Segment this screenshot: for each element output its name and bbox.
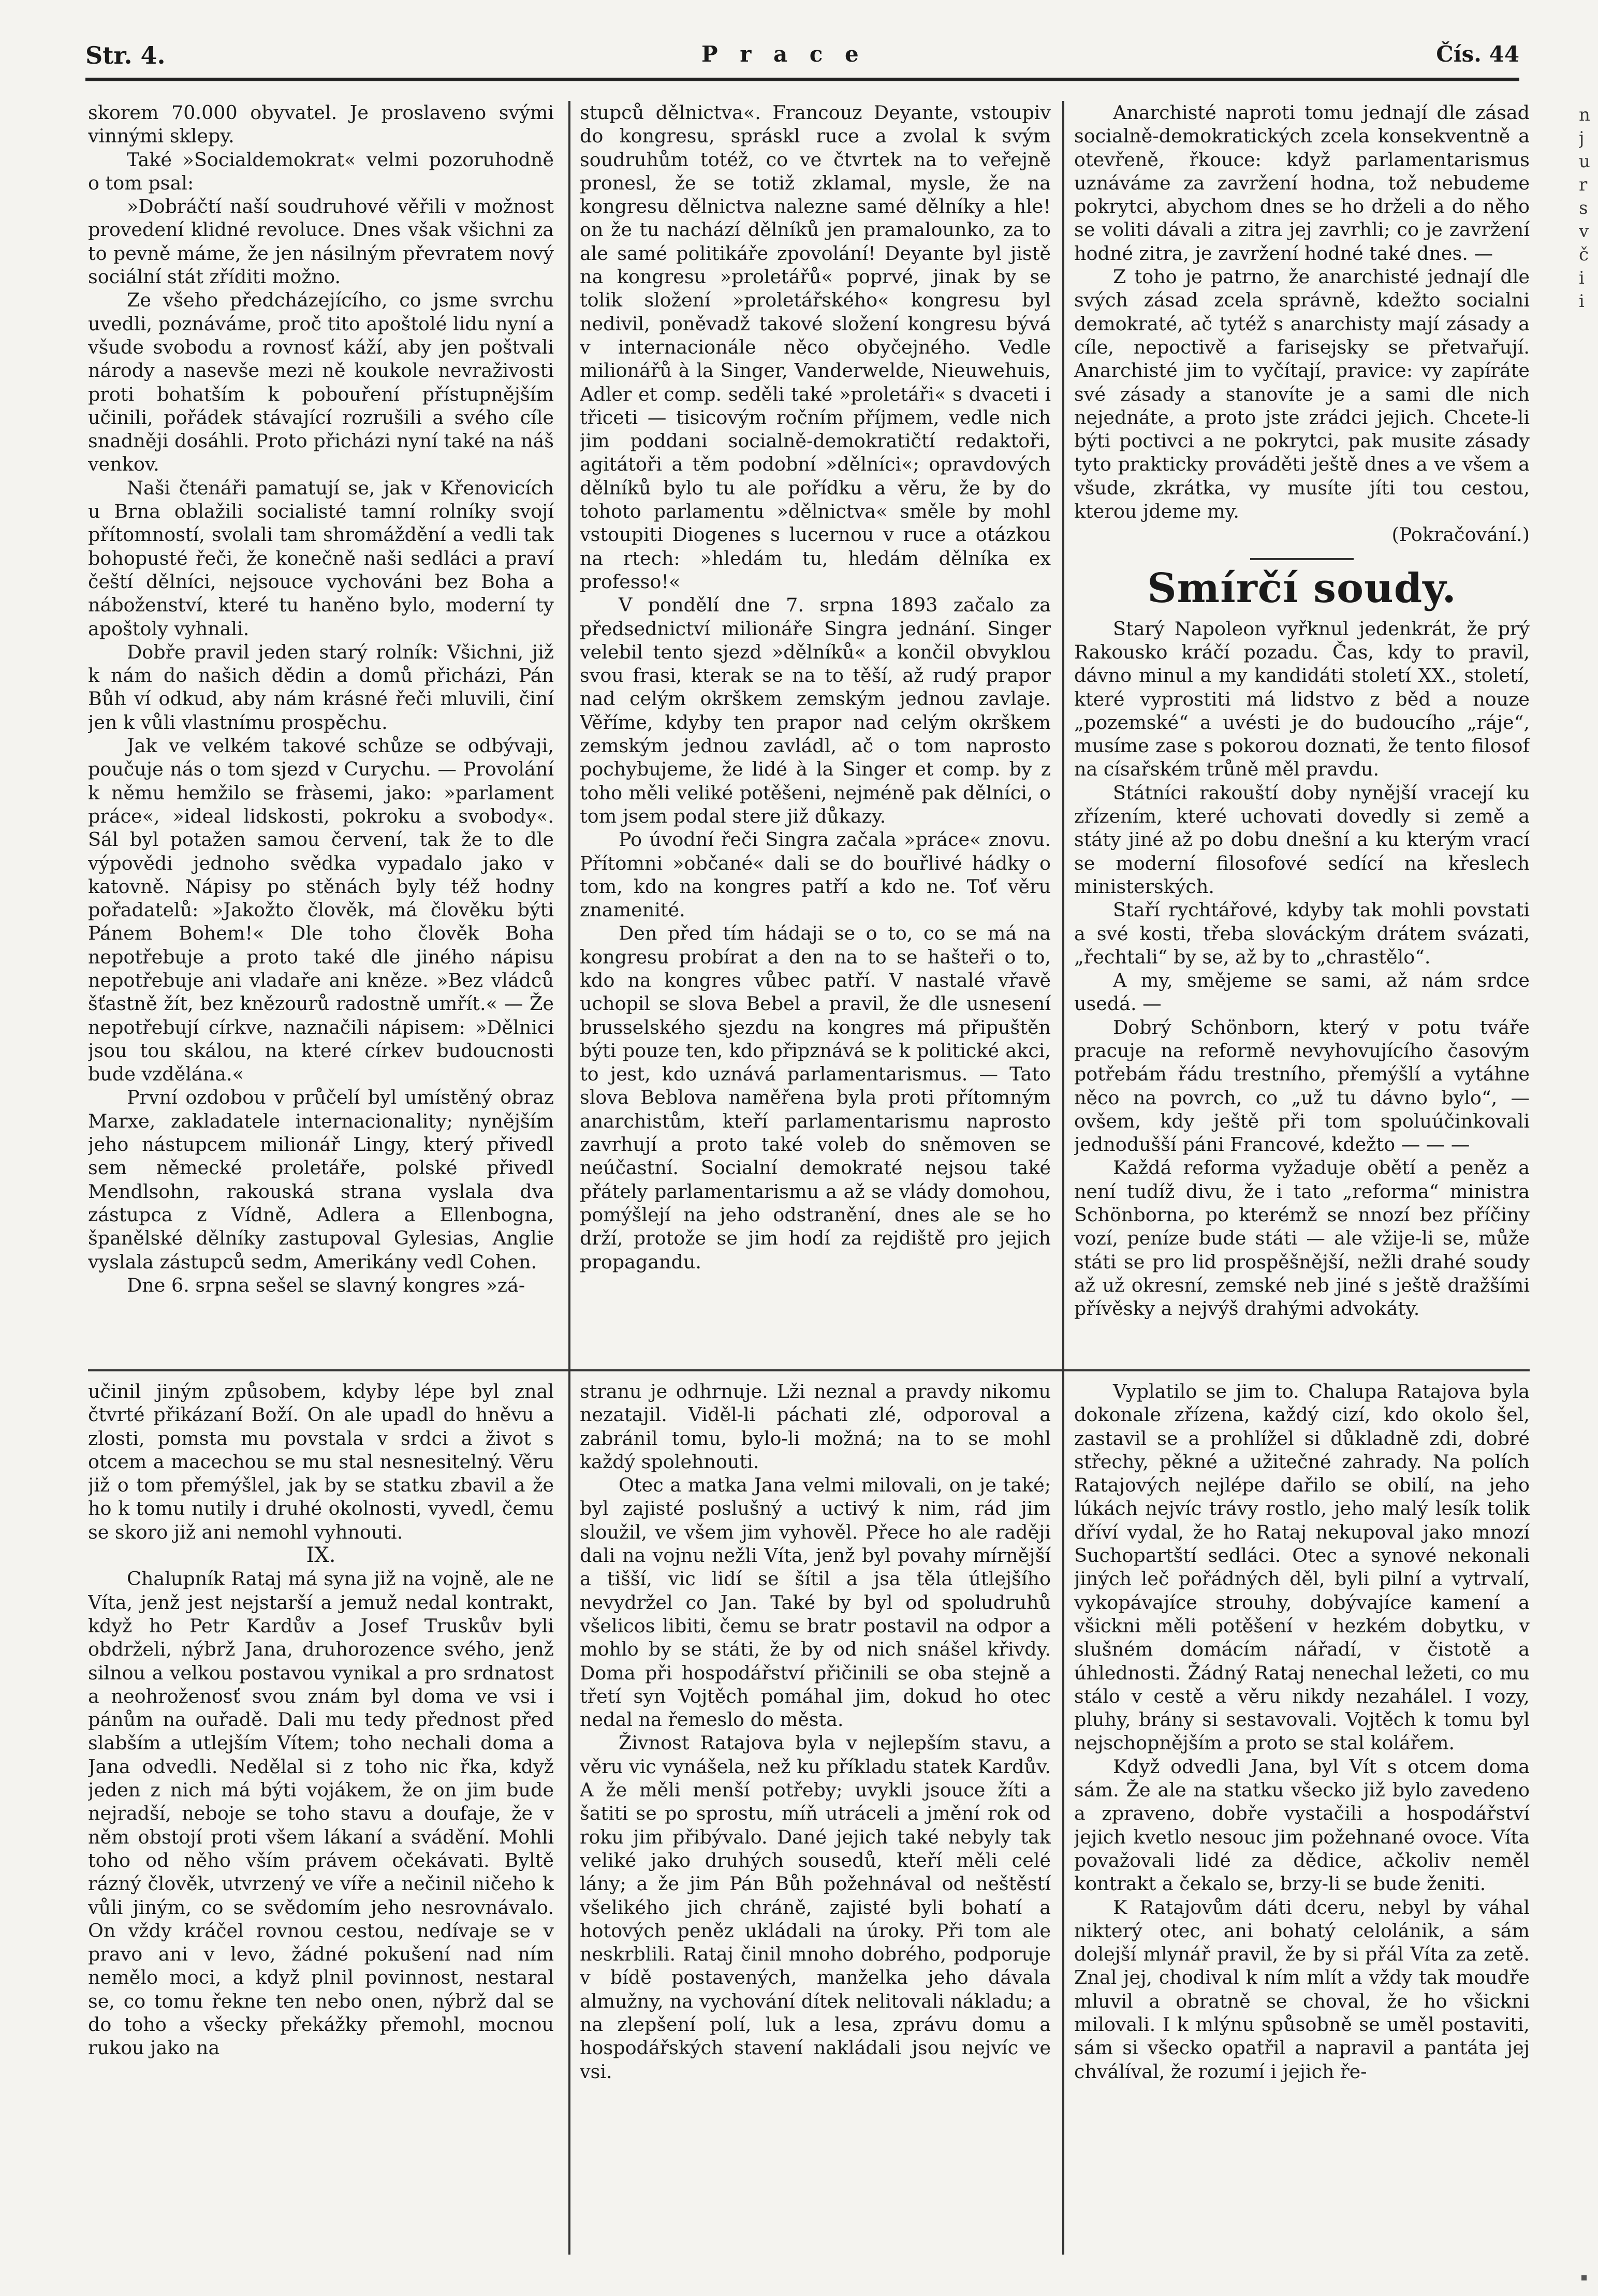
upper-column-2 <box>580 101 1051 1359</box>
paragraph: Dobře pravil jeden starý rolník: Všichni, již k nám do našich dědin a domů přicházi, Pán Bůh ví odkud, aby nám krásné řeči mluvili, činí jen k vůli vlastnímu prospěchu. <box>88 640 554 734</box>
header-rule <box>85 78 1519 81</box>
paragraph: »Dobráčtí naší soudruhové věřili v možnost provedení klidné revoluce. Dnes však všichni za to pevně máme, že jen násilným převratem nový sociální stát zříditi možno. <box>88 195 554 288</box>
chapter-number: IX. <box>306 1543 336 1568</box>
adjacent-page-edge <box>1579 104 1598 777</box>
upper-column-1 <box>88 101 554 1359</box>
paragraph: Ze všeho předcházejícího, co jsme svrchu uvedli, poznáváme, proč tito apoštolé lidu nyní a všude svobodu a rovnosť káží, aby jen poštvali národy a nasevše mezi ně koukole nevraživosti proti bohatším k pobouření přístupnějším učinili, pořádek stávající rozrušili a svého cíle snadněji dosáhli. Proto přicházi nyní také na náš venkov. <box>88 289 554 476</box>
article-headline: Smírčí soudy. <box>1147 564 1457 612</box>
paragraph: stranu je odhrnuje. Lži neznal a pravdy nikomu nezatajil. Viděl-li páchati zlé, odporoval a zabránil tomu, bylo-li možná; na to se mohl každý spolehnouti. <box>580 1380 1051 1473</box>
column-divider <box>568 101 570 2255</box>
paragraph: Otec a matka Jana velmi milovali, on je také; byl zajisté poslušný a uctivý k nim, rád jim sloužil, ve všem jim vyhověl. Přece ho ale raději dali na vojnu nežli Víta, jenž byl povahy mírnější a tišší, vic lidí se šítil a jsa těla útlejšího nevydržel co Jan. Také by byl od spoludruhů všelicos libiti, čemu se bratr postavil na odpor a mohlo by se státi, že by od nich snášel křivdy. Doma při hospodářství přičinili se oba stejně a třetí syn Vojtěch pomáhal jim, dokud ho otec nedal na řemeslo do města. <box>580 1474 1051 1731</box>
paragraph: Starý Napoleon vyřknul jedenkrát, že prý Rakousko kráčí pozadu. Čas, kdy to pravil, dávno minul a my kandidáti století XX., století, které vyprostiti má lidstvo z běd a nouze „pozemské“ a uvésti je do budoucího „ráje“, musíme zase s pokorou doznati, že tento filosof na císařském trůně měl pravdu. <box>1074 617 1530 781</box>
paragraph: K Ratajovům dáti dceru, nebyl by váhal nikterý otec, ani bohatý celolánik, a sám dolejší mlynář pravil, že by si přál Víta za zetě. Znal jej, chodival k ním mlít a vždy tak moudře mluvil a obratně se choval, že ho všickni milovali. I k mlýnu spůsobně se uměl postaviti, sám si všecko opatřil a napravil a pantáta jej chválíval, že rozumí i jejich ře- <box>1074 1896 1530 2083</box>
paragraph: V pondělí dne 7. srpna 1893 začalo za předsednictví milionáře Singra jednání. Singer velebil tento sjezd »dělníků« a končil obvyklou svou frasi, kterak se na to těší, až rudý prapor nad celým okrškem zemským jednou zavlaje. Věříme, kdyby ten prapor nad celým okrškem zemským jednou zavládl, ač o tom naprosto pochybujeme, že lidé à la Singer et comp. by z toho měli veliké potěšeni, nejméně pak dělníci, o tom jsem podal stere již důkazy. <box>580 594 1051 827</box>
section-separator <box>1250 558 1354 560</box>
newspaper-title: P r a c e <box>701 41 866 67</box>
paragraph: Z toho je patrno, že anarchisté jednají dle svých zásad zcela správně, kdežto socialni demokraté, ač tytéž s anarchisty mají zásady a cíle, nepoctivě a farisejsky se přetvařují. Anarchisté jim to vyčítají, pravice: vy zapíráte své zásady a stanovíte je a sami dle nich nejednáte, a proto jste zrádci jejich. Chcete-li býti poctivci a ne pokrytci, pak musite zásady tyto prakticky prováděti ještě dnes a ve všem a všude, zkrátka, vy musíte jíti tou cestou, kterou jdeme my. <box>1074 266 1530 523</box>
paragraph: Po úvodní řeči Singra začala »práce« znovu. Přítomni »občané« dali se do bouřlivé hádky o tom, kdo na kongres patří a kdo ne. Toť věru znamenité. <box>580 828 1051 922</box>
edge-letter: s <box>1579 198 1588 218</box>
issue-number: Čís. 44 <box>1436 41 1519 67</box>
upper-column-3 <box>1074 101 1530 1359</box>
paragraph: Staří rychtářové, kdyby tak mohli povstati a své kosti, třeba slováckým drátem svázati, „řechtali“ by se, až by to „chrastělo“. <box>1074 899 1530 968</box>
paragraph: Každá reforma vyžaduje obětí a peněz a není tudíž divu, že i tato „reforma“ ministra Schönborna, po kterémž se nnozí bez příčiny vozí, peníze bude státi — ale vžije-li se, může státi se pro lid prospěšnější, nežli drahé soudy až už okresní, zemské neb jiné s ještě dražšími přívěsky a nejvýš drahými advokáty. <box>1074 1157 1530 1320</box>
edge-letter: i <box>1579 268 1585 288</box>
paragraph: Den před tím hádaji se o to, co se má na kongresu probírat a den na to se hašteři o to, kdo na kongres vůbec patří. V nastalé vřavě uchopil se slova Bebel a pravil, že dle usnesení brusselského sjezdu na kongres má připuštěn býti pouze ten, kdo připznává se k politické akci, to jest, kdo uznává parlamentarismus. — Tato slova Beblova naměřena byla proti přítomným anarchistům, kteří parlamentarismu naprosto zavrhují a proto také voleb do sněmoven se neúčastní. Socialní demokraté nejsou také přátely parlamentarismu a až se vlády domohou, pomýšlejí na jeho odstranění, dnes ale se ho drží, protože se jim hodí za rejdiště pro jejich propagandu. <box>580 922 1051 1273</box>
paragraph: Jak ve velkém takové schůze se odbývaji, poučuje nás o tom sjezd v Curychu. — Provolání k němu hemžilo se fràsemi, jako: »parlament práce«, »ideal lidskosti, pokroku a svobody«. Sál byl potažen samou červení, tak že to dle výpovědi jednoho svědka vypadalo jako v katovně. Nápisy po stěnách byly též hodny pořadatelů: »Jakožto člověk, má člověku býti Pánem Bohem!« Dle toho člověk Boha nepotřebuje a proto také dle jiného nápisu nepotřebuje ani vladaře ani kněze. »Bez vládců šťastně žít, bez knězourů radostně umřít.« — Že nepotřebují církve, naznačili nápisem: »Dělnici jsou tou skálou, na které církev budoucnosti bude vzdělána.« <box>88 735 554 1086</box>
paragraph: První ozdobou v průčelí byl umístěný obraz Marxe, zakladatele internacionality; nynějším jeho nástupcem milionář Lingy, který přivedl sem německé proletáře, polské přivedl Mendlsohn, rakouská strana vyslala dva zástupca z Vídně, Adlera a Ellenbogna, španělské dělníky zastupoval Gylesias, Anglie vyslala zástupců sedm, Amerikány vedl Cohen. <box>88 1086 554 1273</box>
feuilleton-separator <box>88 1369 1530 1371</box>
paragraph: Také »Socialdemokrat« velmi pozoruhodně o tom psal: <box>88 148 554 194</box>
paragraph: Chalupník Rataj má syna již na vojně, ale ne Víta, jenž jest nejstarší a jemuž nedal kontrakt, když ho Petr Kardův a Josef Truskův byli obdrželi, nýbrž Jana, druhorozence svého, jenž silnou a velkou postavou vynikal a pro srdnatost a neohroženosť svou znám byl doma ve vsi i pánům na ouřadě. Dali mu tedy přednost před slabším a utlejším Vítem; toho nechali doma a Jana odvedli. Nedělal si z toho nic řka, když jeden z nich má býti vojákem, že on jim bude nejradší, neboje se toho stavu a doufaje, že v něm obstojí proti všem lákaní a svádění. Mohli toho od něho vším právem očekávati. Byltě rázný člověk, utvrzený ve víře a nečinil ničeho k vůli jiným, co se svědomím jeho nesrovnávalo. On vždy kráčel rovnou cestou, nedívaje se v pravo ani v levo, žádné pokušení nad ním nemělo moci, a když plnil povinnost, nestaral se, co tomu řekne ten nebo onen, nýbrž dal se do toho a všecky překážky přemohl, mocnou rukou jako na <box>88 1568 554 2059</box>
column-divider <box>1062 101 1064 2255</box>
scan-mark <box>1581 2275 1587 2280</box>
paragraph: Naši čtenáři pamatují se, jak v Křenovicích u Brna oblažili socialisté tamní rolníky svojí přítomností, svolali tam shromáždění a vedli tak bohopusté řeči, že konečně naši sedláci a praví čeští dělníci, nejsouce vychováni bez Boha a náboženství, které tu haněno bylo, moderní ty apoštoly vyhnali. <box>88 476 554 640</box>
paragraph: skorem 70.000 obyvatel. Je proslaveno svými vinnými sklepy. <box>88 101 554 148</box>
edge-letter: v <box>1579 221 1589 242</box>
edge-letter: r <box>1579 174 1588 195</box>
edge-letter: n <box>1579 105 1590 125</box>
lower-column-2 <box>580 1380 1051 2265</box>
paragraph: Státníci rakouští doby nynější vracejí ku zřízením, které uchovati dovedly si země a státy jiné až po dobu dnešní a ku kterým vrací se moderní filosofové sedící na křeslech ministerských. <box>1074 781 1530 898</box>
lower-column-3 <box>1074 1380 1530 2265</box>
paragraph: Dne 6. srpna sešel se slavný kongres »zá- <box>127 1274 525 1296</box>
paragraph: A my, smějeme se sami, až nám srdce usedá. — <box>1074 969 1530 1015</box>
paragraph: Dobrý Schönborn, který v potu tváře pracuje na reformě nevyhovujícího časovým potřebám řádu trestního, přemýšlí a vytáhne něco na povrch, co „už tu dávno bylo“, — ovšem, kdy ještě při tom spoluúčinkovali jednodušší páni Francové, kdežto — — — <box>1074 1016 1530 1156</box>
edge-letter: č <box>1579 244 1589 265</box>
page-header <box>85 41 1519 72</box>
page-number: Str. 4. <box>85 41 166 69</box>
paragraph: Živnost Ratajova byla v nejlepším stavu, a věru vic vynášela, než ku příkladu statek Kardův. A že měli menší potřeby; uvykli jsouce žíti a šatiti se po sprostu, míň utráceli a jmění rok od roku jim přibývalo. Dané jejich také nebyly tak veliké jako druhých sousedů, kteří měli celé lány; a že jim Pán Bůh požehnával od neštěstí všelikého jich chráně, zajisté byli bohatí a hotových peněz ukládali na úroky. Při tom ale neskrblili. Rataj činil mnoho dobrého, podporuje v bídě postavených, manželka jeho dávala almužny, na vychování dítek nelitovali nákladu; a na zlepšení polí, luk a lesa, zprávu domu a hospodářských stavení nakládali jsou nejvíc ve vsi. <box>580 1732 1051 2083</box>
lower-column-1 <box>88 1380 554 2265</box>
paragraph: Anarchisté naproti tomu jednají dle zásad socialně-demokratických zcela konsekventně a otevřeně, řkouce: když parlamentarismus uznáváme za zavržení hodna, tož nebudeme pokrytci, abychom dnes se ho drželi a do něho se voliti dávali a zitra jej zavrhli; co je zavržení hodné zitra, je zavržení hodné také dnes. — <box>1074 101 1530 265</box>
edge-letter: u <box>1579 151 1590 172</box>
edge-letter: i <box>1579 291 1585 312</box>
continuation-note: (Pokračování.) <box>1391 523 1530 546</box>
paragraph: Vyplatilo se jim to. Chalupa Ratajova byla dokonale zřízena, každý cizí, kdo okolo šel, zastavil se a prohlížel si důkladně zdi, dobré střechy, pěkné a užitečné zahrady. Na polích Ratajových nejlépe dařilo se obilí, na jeho lúkách nejvíc trávy rostlo, jeho malý lesík tolik dříví vydal, že ho Rataj nekupoval jako mnozí Suchopartští sedláci. Otec a synové nekonali jiných leč pořádných děl, byli pilní a vytrvalí, vykopávajíce strouhy, dobývajíce kamení a všickni měli potěšení v hezkém dobytku, v slušném domácím nářadí, v čistotě a úhlednosti. Žádný Rataj nenechal ležeti, co mu stálo v cestě a věru nikdy nezahálel. I vozy, pluhy, brány si sestavovali. Vojtěch k tomu byl nejschopnějším a proto se stal kolářem. <box>1074 1380 1530 1754</box>
paragraph: stupců dělnictva«. Francouz Deyante, vstoupiv do kongresu, spráskl ruce a zvolal k svým soudruhům totéž, co ve čtvrtek na to veřejně pronesl, že se totiž zklamal, mysle, že na kongresu dělnictva nalezne samé dělníky a hle! on že tu nachází dělníků jen pramalounko, za to ale samé politikáře zpovolání! Deyante byl jistě na kongresu »proletářů« poprvé, jinak by se tolik složení »proletářského« kongresu byl nedivil, poněvadž takové složení kongresu bývá v internacionále něco obyčejného. Vedle milionářů à la Singer, Vanderwelde, Nieuwehuis, Adler et comp. seděli také »proletáři« s dvaceti i třiceti — tisicovým ročním příjmem, vedle nich jim poddani socialně-demokratičtí redaktoři, agitátoři a těm podobní »dělníci«; opravdových dělníků bylo tu ale pořídku a věru, že by do tohoto parlamentu »dělnictva« směle by mohl vstoupiti Diogenes s lucernou v ruce a otázkou na rtech: »hledám tu, hledám dělníka ex professo!« <box>580 101 1051 593</box>
edge-letter: j <box>1579 128 1585 149</box>
paragraph: učinil jiným způsobem, kdyby lépe byl znal čtvrté přikázaní Boží. On ale upadl do hněvu a zlosti, pomsta mu povstala v srdci a život s otcem a macechou se mu stal nesnesitelný. Věru již o tom přemýšlel, jak by se statku zbavil a že ho k tomu nutily i druhé okolnosti, vyvedl, čemu se skoro již ani nemohl vyhnouti. <box>88 1380 554 1543</box>
paragraph: Když odvedli Jana, byl Vít s otcem doma sám. Že ale na statku všecko již bylo zavedeno a zpraveno, dobře vystačili a hospodářství jejich kvetlo nesouc jim požehnané ovoce. Víta považovali lidé za dědice, ačkoliv neměl kontrakt a čekalo se, brzy-li se bude ženiti. <box>1074 1755 1530 1895</box>
